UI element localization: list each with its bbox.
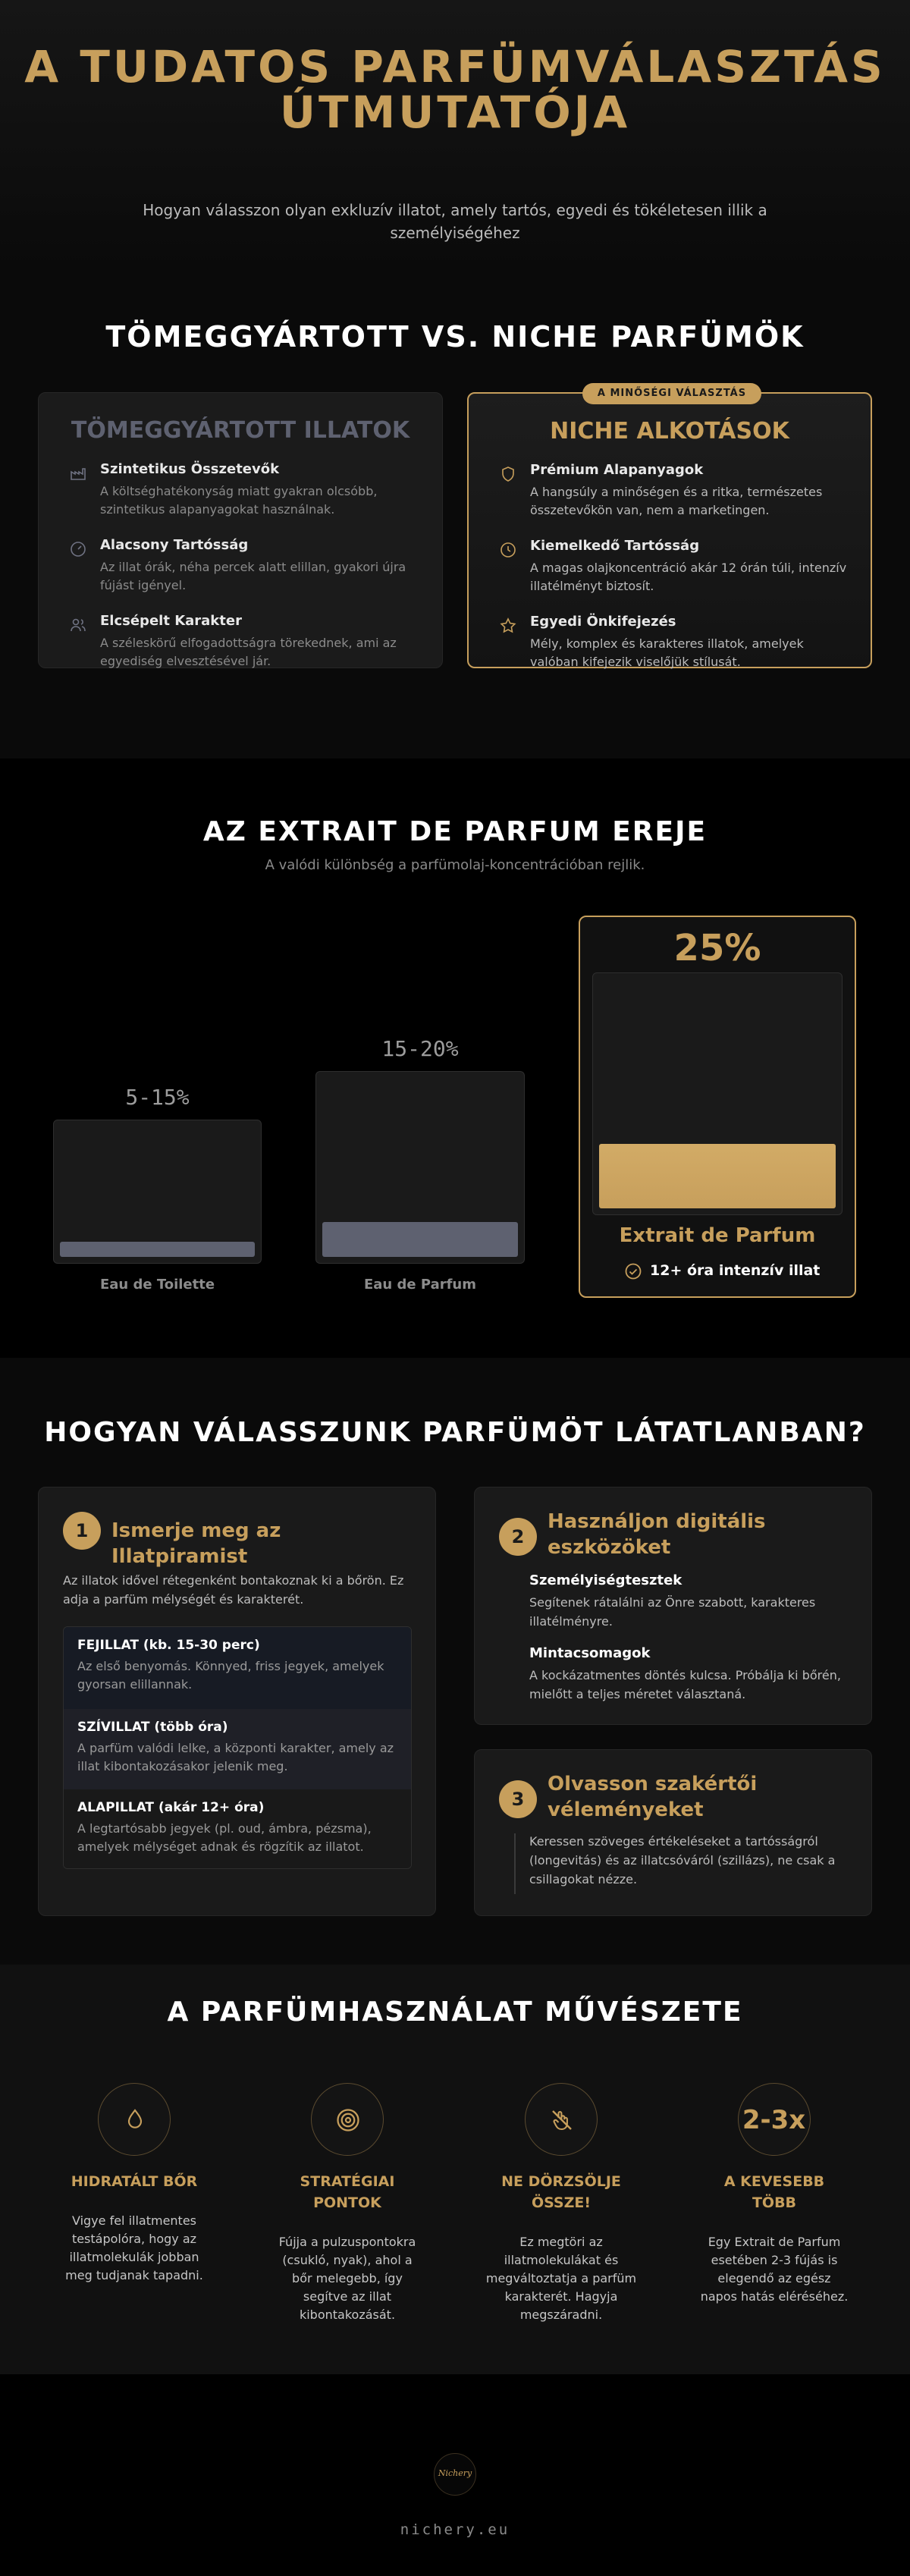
layer-desc: A parfüm valódi lelke, a központi karakter, amely az illat kibontakozásakor jelenik meg. <box>77 1741 394 1773</box>
step-title: Használjon digitális eszközöket <box>548 1510 766 1559</box>
mass-market-card <box>38 392 443 668</box>
niche-feature-desc: Mély, komplex és karakteres illatok, amelyek valóban kifejezik viselőjük stílusát. <box>530 636 804 669</box>
niche-feature-title: Egyedi Önkifejezés <box>530 614 676 630</box>
step-card <box>38 1487 436 1916</box>
bar-value-label: 25% <box>673 927 761 969</box>
step-desc: Keressen szöveges értékeléseket a tartósságról (longevitás) és az illatcsóváról (szillázs), ne csak a csillagokat nézze. <box>529 1834 836 1886</box>
extrait-subtitle: A valódi különbség a parfümolaj-koncentrációban rejlik. <box>265 857 645 873</box>
droplet-icon <box>123 2107 147 2131</box>
footer-logo[interactable] <box>434 2453 476 2496</box>
step-desc: Az illatok idővel rétegenként bontakoznak ki a bőrön. Ez adja a parfüm mélységét és karakterét. <box>63 1573 404 1607</box>
scent-pyramid <box>63 1626 412 1869</box>
quality-badge: A MINŐSÉGI VÁLASZTÁS <box>582 383 761 404</box>
usage-tip <box>474 2083 648 2326</box>
tip-desc: Fújja a pulzuspontokra (csukló, nyak), ahol a bőr melegebb, így segítve az illat kibontakozását. <box>278 2235 416 2322</box>
logo-text: Nichery <box>438 2468 472 2478</box>
page-subtitle: Hogyan válasszon olyan exkluzív illatot, amely tartós, egyedi és tökéletesen illik a személyiségéhez <box>143 201 767 242</box>
pyramid-layer <box>64 1627 411 1709</box>
bar-container <box>592 972 843 1215</box>
tool-title: Mintacsomagok <box>529 1645 651 1661</box>
mass-market-title: TÖMEGGYÁRTOTT ILLATOK <box>71 417 410 444</box>
tool-title: Személyiségtesztek <box>529 1572 682 1588</box>
duration-badge <box>624 1261 836 1283</box>
step-number: 3 <box>499 1780 537 1818</box>
digital-tool-item <box>529 1645 855 1704</box>
usage-tip <box>47 2083 221 2326</box>
no-rub-icon <box>548 2106 576 2134</box>
footer <box>0 2374 910 2576</box>
bar-container <box>315 1071 525 1264</box>
mass-feature-title: Szintetikus Összetevők <box>100 461 280 477</box>
mass-feature-desc: Az illat órák, néha percek alatt elillan, gyakori újra fújást igényel. <box>100 560 406 592</box>
hero-section <box>0 0 910 273</box>
niche-feature-title: Prémium Alapanyagok <box>530 462 704 478</box>
comparison-section <box>0 273 910 759</box>
step-card <box>474 1749 872 1916</box>
tip-icon-circle <box>98 2083 171 2156</box>
bar-fill <box>599 1144 836 1208</box>
page-title: A TUDATOS PARFÜMVÁLASZTÁS ÚTMUTATÓJA <box>24 41 886 138</box>
target-icon <box>334 2106 362 2134</box>
bar-fill <box>60 1242 255 1257</box>
duration-text: 12+ óra intenzív illat <box>650 1262 821 1279</box>
tip-title: STRATÉGIAI PONTOK <box>300 2173 395 2211</box>
step-card <box>474 1487 872 1725</box>
usage-tip <box>687 2083 861 2326</box>
bar-value-label: 15-20% <box>381 1036 459 1061</box>
pyramid-layer <box>64 1789 411 1869</box>
timer-icon <box>69 540 87 558</box>
bar-fill <box>322 1222 518 1257</box>
tip-desc: Ez megtöri az illatmolekulákat és megváltoztatja a parfüm karakterét. Hagyja megszáradni. <box>485 2235 637 2322</box>
tool-desc: Segítenek rátalálni az Önre szabott, karakteres illatélményre. <box>529 1595 816 1629</box>
bar-category-label: Extrait de Parfum <box>619 1224 816 1247</box>
pyramid-layer <box>64 1709 411 1789</box>
tool-desc: A kockázatmentes döntés kulcsa. Próbálja ki bőrén, mielőtt a teljes méretet választaná. <box>529 1668 841 1701</box>
footer-url-link[interactable]: nichery.eu <box>400 2521 510 2538</box>
layer-desc: A legtartósabb jegyek (pl. oud, ámbra, pézsma), amelyek mélységet adnak és rögzítik az illatot. <box>77 1821 372 1854</box>
step-number: 1 <box>63 1512 101 1550</box>
clock-icon <box>499 541 517 559</box>
star-icon <box>499 617 517 635</box>
niche-feature-desc: A hangsúly a minőségen és a ritka, természetes összetevőkön van, nem a marketingen. <box>530 485 823 517</box>
blind-choice-section <box>0 1358 910 1965</box>
layer-desc: Az első benyomás. Könnyed, friss jegyek, amelyek gyorsan elillannak. <box>77 1659 384 1692</box>
tip-icon-circle <box>525 2083 598 2156</box>
tip-title: A KEVESEBB TÖBB <box>723 2173 825 2211</box>
niche-feature-title: Kiemelkedő Tartósság <box>530 538 700 554</box>
mass-feature-title: Elcsépelt Karakter <box>100 613 242 629</box>
quote-bar <box>514 1833 516 1894</box>
check-circle-icon <box>624 1262 642 1280</box>
niche-feature-desc: A magas olajkoncentráció akár 12 órán túli, intenzív illatélményt biztosít. <box>530 561 847 593</box>
bar-container <box>53 1120 262 1264</box>
tip-title: HIDRATÁLT BŐR <box>71 2173 198 2190</box>
tip-desc: Vigye fel illatmentes testápolóra, hogy az illatmolekulák jobban meg tudjanak tapadni. <box>65 2213 203 2282</box>
step-title: Ismerje meg az Illatpiramist <box>111 1519 281 1568</box>
tip-icon-circle <box>738 2083 811 2156</box>
bar-category-label: Eau de Parfum <box>363 1277 477 1293</box>
digital-tool-item <box>529 1572 855 1631</box>
bar-category-label: Eau de Toilette <box>99 1277 215 1293</box>
bar-value-label: 5-15% <box>125 1085 190 1110</box>
extrait-heading: AZ EXTRAIT DE PARFUM EREJE <box>202 816 708 847</box>
usage-heading: A PARFÜMHASZNÁLAT MŰVÉSZETE <box>167 1996 743 2028</box>
shield-icon <box>499 465 517 483</box>
blind-heading: HOGYAN VÁLASSZUNK PARFÜMÖT LÁTATLANBAN? <box>44 1417 866 1448</box>
spray-count-icon: 2-3x <box>742 2105 806 2135</box>
niche-card <box>467 388 872 669</box>
step-title: Olvasson szakértői véleményeket <box>548 1773 758 1821</box>
step-number: 2 <box>499 1518 537 1556</box>
mass-feature-title: Alacsony Tartósság <box>100 537 249 553</box>
users-icon <box>69 616 87 634</box>
mass-feature-desc: A széleskörű elfogadottságra törekednek, ami az egyediség elvesztésével jár. <box>100 636 397 668</box>
tip-title: NE DÖRZSÖLJE ÖSSZE! <box>501 2173 621 2211</box>
usage-tip <box>260 2083 435 2326</box>
tip-desc: Egy Extrait de Parfum esetében 2-3 fújás is elegendő az egész napos hatás eléréséhez. <box>700 2235 849 2304</box>
factory-icon <box>69 464 87 482</box>
tip-icon-circle <box>311 2083 384 2156</box>
niche-title: NICHE ALKOTÁSOK <box>550 418 789 445</box>
layer-title: FEJILLAT (kb. 15-30 perc) <box>77 1638 260 1653</box>
mass-feature-desc: A költséghatékonyság miatt gyakran olcsóbb, szintetikus alapanyagokat használnak. <box>100 484 378 517</box>
usage-art-section <box>0 1965 910 2374</box>
layer-title: ALAPILLAT (akár 12+ óra) <box>77 1800 265 1815</box>
layer-title: SZÍVILLAT (több óra) <box>77 1720 228 1735</box>
extrait-section <box>0 759 910 1358</box>
comparison-heading: TÖMEGGYÁRTOTT VS. NICHE PARFÜMÖK <box>105 320 805 353</box>
